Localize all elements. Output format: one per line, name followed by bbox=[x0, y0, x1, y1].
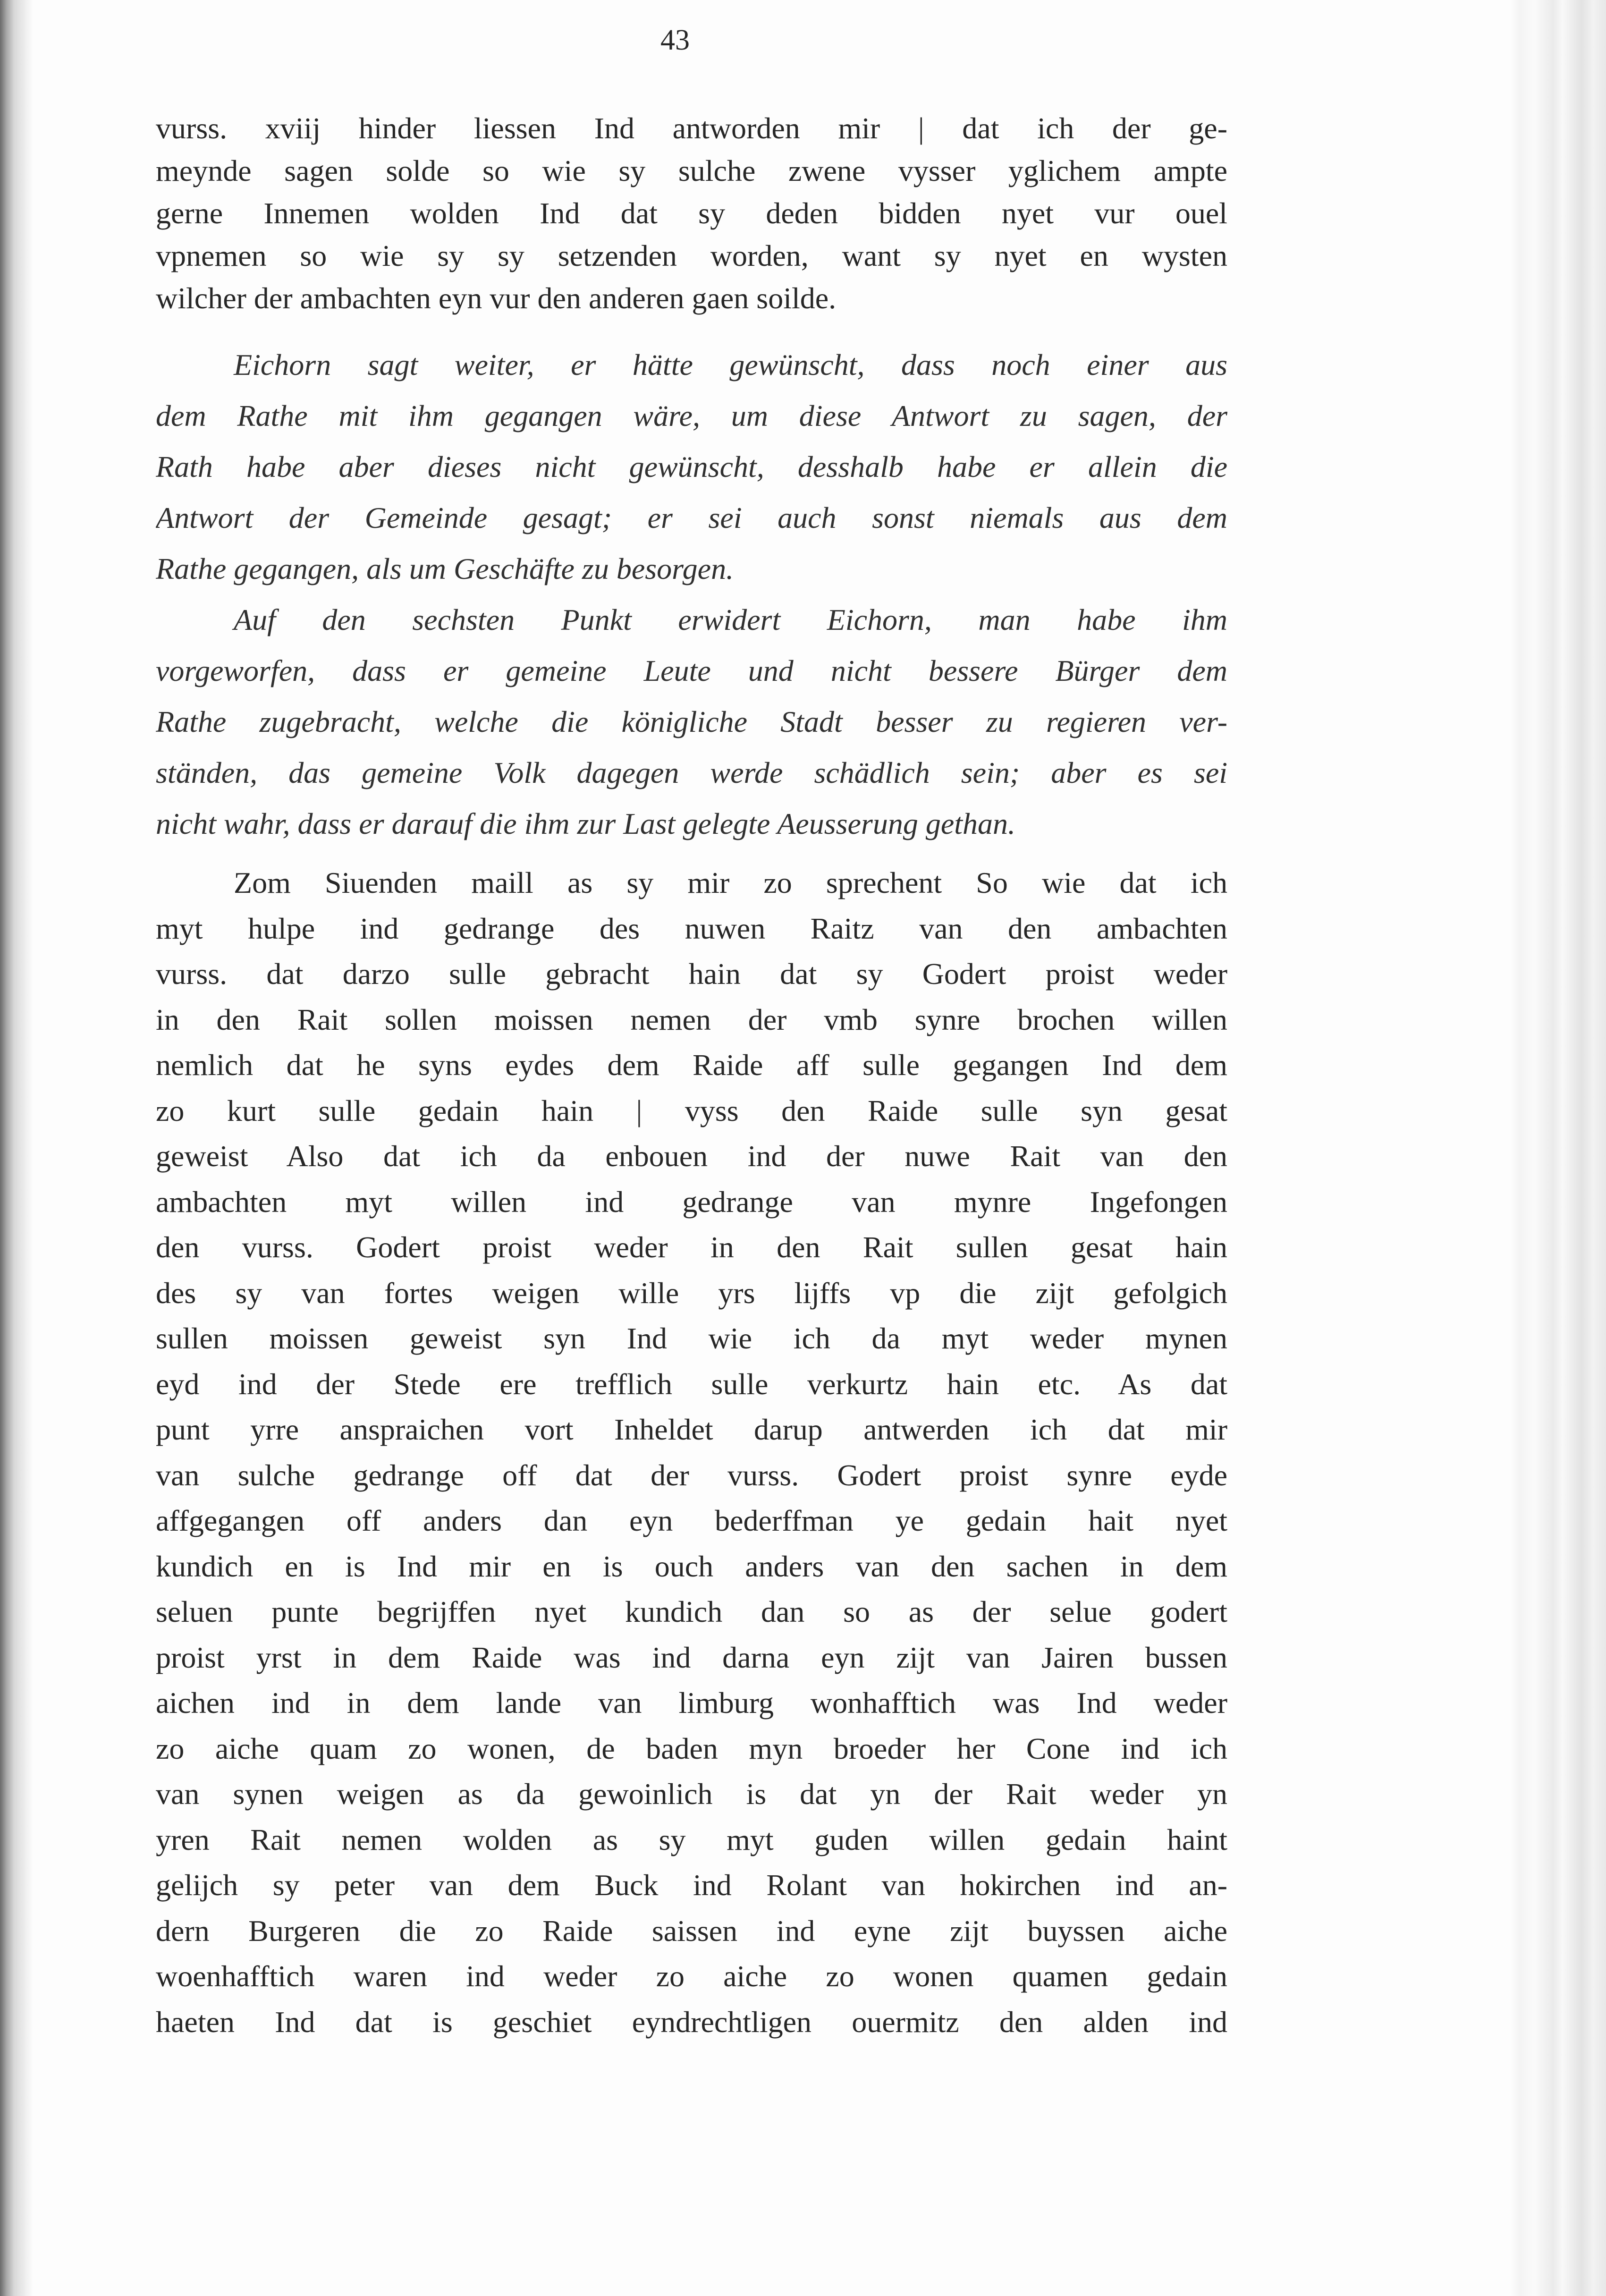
text-line: woenhafftich waren ind weder zo aiche zo wonen quamen gedain bbox=[156, 1959, 1227, 1993]
text-line: vurss. dat darzo sulle gebracht hain dat sy Godert proist weder bbox=[156, 957, 1227, 991]
text-line: aichen ind in dem lande van limburg wonhafftich was Ind weder bbox=[156, 1686, 1227, 1720]
text-line: vorgeworfen, dass er gemeine Leute und nicht bessere Bürger dem bbox=[156, 654, 1227, 687]
paragraph-source-seventh-point bbox=[156, 860, 1227, 2045]
text-line: Auf den sechsten Punkt erwidert Eichorn, man habe ihm bbox=[234, 603, 1227, 636]
text-line: proist yrst in dem Raide was ind darna eyn zijt van Jairen bussen bbox=[156, 1640, 1227, 1674]
text-line: vurss. xviij hinder liessen Ind antworden mir | dat ich der ge- bbox=[156, 111, 1227, 145]
text-line: in den Rait sollen moissen nemen der vmb synre brochen willen bbox=[156, 1002, 1227, 1036]
text-line: Antwort der Gemeinde gesagt; er sei auch sonst niemals aus dem bbox=[156, 501, 1227, 534]
text-line: punt yrre anspraichen vort Inheldet darup antwerden ich dat mir bbox=[156, 1413, 1227, 1446]
text-line: des sy van fortes weigen wille yrs lijffs vp die zijt gefolgich bbox=[156, 1276, 1227, 1310]
text-line: Eichorn sagt weiter, er hätte gewünscht, dass noch einer aus bbox=[234, 348, 1227, 381]
scan-edge-shadow-right bbox=[1511, 0, 1606, 2296]
text-line: Rathe zugebracht, welche die königliche Stadt besser zu regieren ver- bbox=[156, 705, 1227, 738]
text-line: zo aiche quam zo wonen, de baden myn broeder her Cone ind ich bbox=[156, 1731, 1227, 1765]
text-line: Rathe gegangen, als um Geschäfte zu besorgen. bbox=[156, 552, 734, 585]
text-line: ständen, das gemeine Volk dagegen werde schädlich sein; aber es sei bbox=[156, 756, 1227, 789]
text-line: ambachten myt willen ind gedrange van mynre Ingefongen bbox=[156, 1185, 1227, 1219]
paragraph-source-quote bbox=[156, 107, 1227, 320]
text-line: haeten Ind dat is geschiet eyndrechtligen ouermitz den alden ind bbox=[156, 2005, 1227, 2039]
text-line: van sulche gedrange off dat der vurss. Godert proist synre eyde bbox=[156, 1458, 1227, 1492]
text-line: gerne Innemen wolden Ind dat sy deden bidden nyet vur ouel bbox=[156, 196, 1227, 230]
text-line: seluen punte begrijffen nyet kundich dan so as der selue godert bbox=[156, 1595, 1227, 1628]
text-line: nicht wahr, dass er darauf die ihm zur Last gelegte Aeusserung gethan. bbox=[156, 807, 1015, 840]
text-line: den vurss. Godert proist weder in den Rait sullen gesat hain bbox=[156, 1230, 1227, 1264]
text-line: dern Burgeren die zo Raide saissen ind eyne zijt buyssen aiche bbox=[156, 1914, 1227, 1948]
text-line: sullen moissen geweist syn Ind wie ich da myt weder mynen bbox=[156, 1322, 1227, 1355]
text-line: geweist Also dat ich da enbouen ind der nuwe Rait van den bbox=[156, 1139, 1227, 1173]
text-line: kundich en is Ind mir en is ouch anders van den sachen in dem bbox=[156, 1549, 1227, 1583]
text-line: yren Rait nemen wolden as sy myt guden willen gedain haint bbox=[156, 1822, 1227, 1856]
text-line: meynde sagen solde so wie sy sulche zwene vysser yglichem ampte bbox=[156, 154, 1227, 187]
page-number: 43 bbox=[660, 24, 690, 56]
text-line: wilcher der ambachten eyn vur den anderen gaen soilde. bbox=[156, 281, 837, 315]
text-line: van synen weigen as da gewoinlich is dat yn der Rait weder yn bbox=[156, 1777, 1227, 1811]
text-line: affgegangen off anders dan eyn bederffman ye gedain hait nyet bbox=[156, 1504, 1227, 1537]
text-line: dem Rathe mit ihm gegangen wäre, um diese Antwort zu sagen, der bbox=[156, 399, 1227, 432]
text-line: Rath habe aber dieses nicht gewünscht, desshalb habe er allein die bbox=[156, 450, 1227, 483]
text-line: gelijch sy peter van dem Buck ind Rolant van hokirchen ind an- bbox=[156, 1868, 1227, 1902]
paragraph-summary-italic bbox=[156, 339, 1227, 849]
scan-edge-shadow-left bbox=[0, 0, 33, 2296]
text-line: Zom Siuenden maill as sy mir zo sprechent So wie dat ich bbox=[234, 866, 1227, 899]
text-line: vpnemen so wie sy sy setzenden worden, want sy nyet en wysten bbox=[156, 239, 1227, 272]
text-line: zo kurt sulle gedain hain | vyss den Raide sulle syn gesat bbox=[156, 1093, 1227, 1127]
text-line: myt hulpe ind gedrange des nuwen Raitz van den ambachten bbox=[156, 911, 1227, 945]
text-line: nemlich dat he syns eydes dem Raide aff sulle gegangen Ind dem bbox=[156, 1048, 1227, 1082]
text-line: eyd ind der Stede ere trefflich sulle verkurtz hain etc. As dat bbox=[156, 1367, 1227, 1401]
